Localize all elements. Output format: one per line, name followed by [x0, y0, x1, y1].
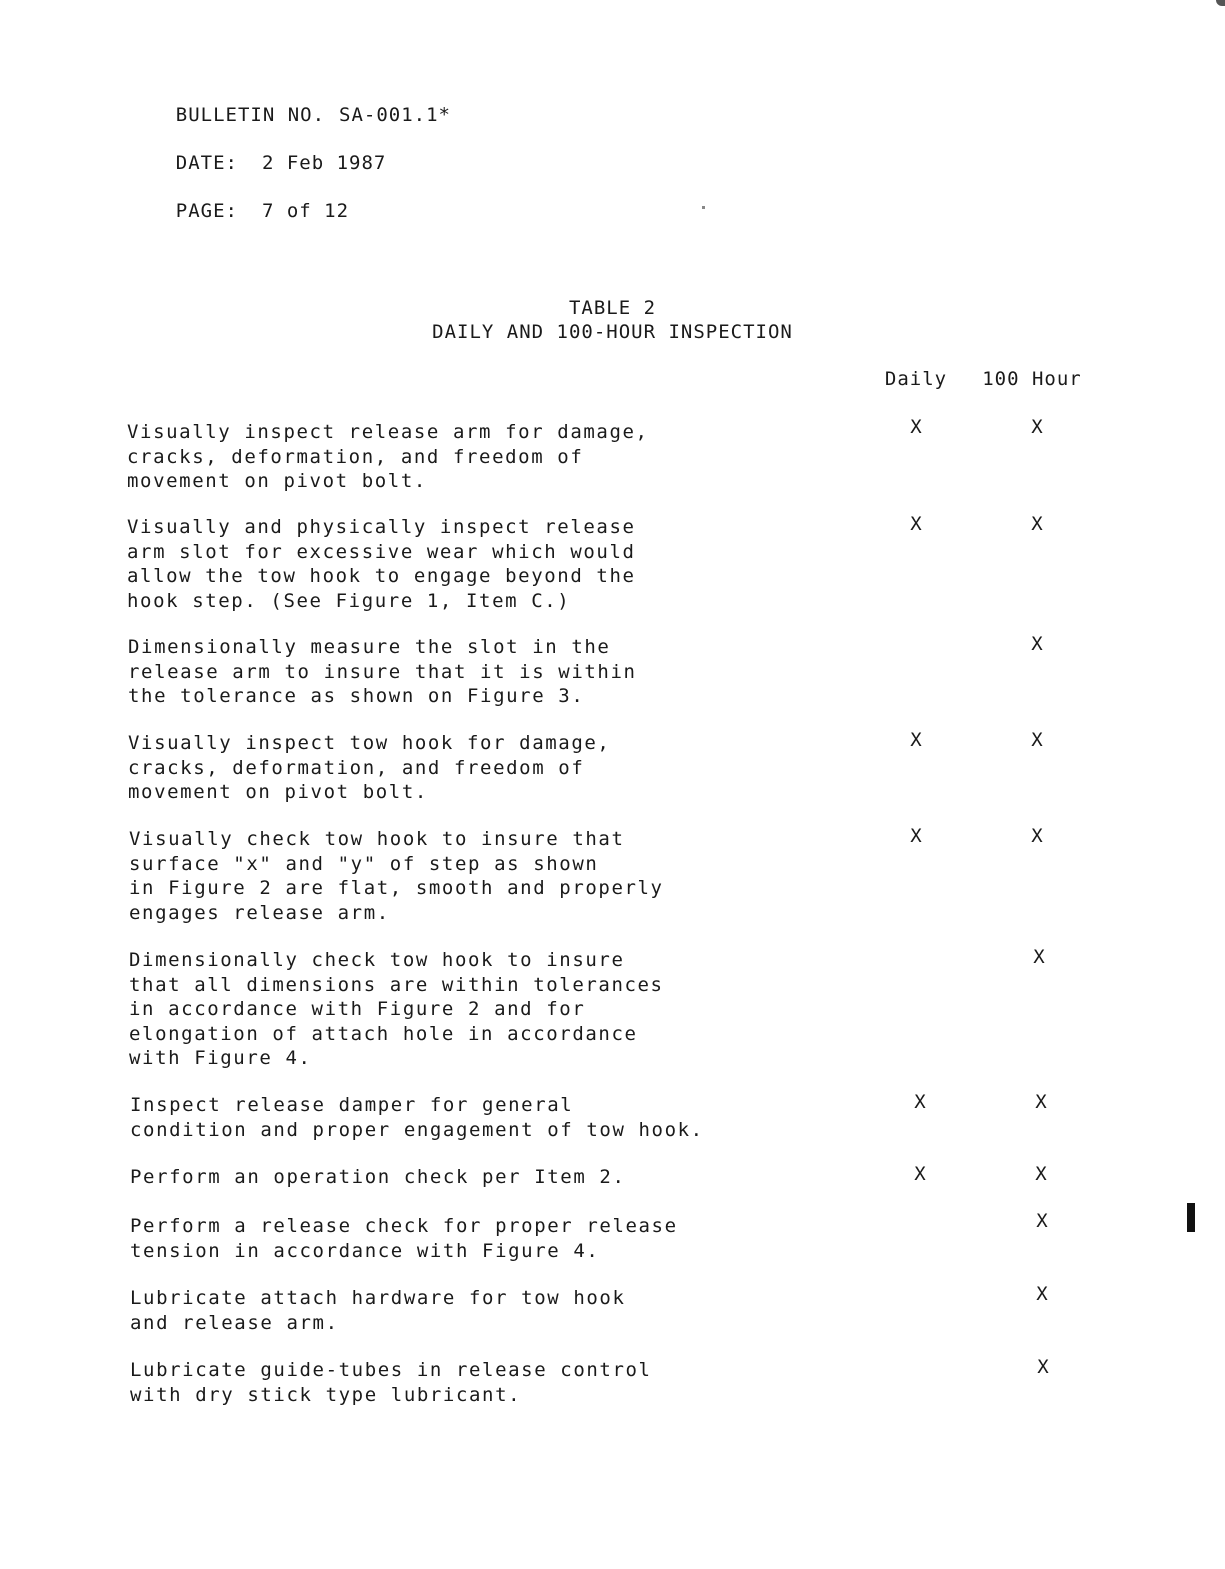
description-line: cracks, deformation, and freedom of: [128, 756, 585, 779]
column-header-daily: Daily: [884, 368, 948, 390]
description-line: hook step. (See Figure 1, Item C.): [127, 589, 571, 612]
description-line: with Figure 4.: [129, 1047, 312, 1069]
description-line: Dimensionally measure the slot in the: [128, 636, 611, 658]
row-description: [129, 827, 664, 925]
description-line: Lubricate attach hardware for tow hook: [130, 1287, 626, 1309]
daily-mark: X: [910, 825, 922, 847]
hundred-hour-mark: X: [1031, 513, 1043, 535]
hundred-hour-mark: X: [1037, 1356, 1049, 1378]
scan-speck: [702, 206, 705, 209]
description-line: Perform a release check for proper release: [130, 1215, 678, 1237]
row-description: [130, 1165, 625, 1190]
description-line: and release arm.: [130, 1311, 339, 1334]
hundred-hour-mark: X: [1036, 1210, 1048, 1232]
row-description: [130, 1214, 678, 1263]
hundred-hour-mark: X: [1031, 729, 1043, 751]
row-description: [128, 635, 637, 709]
description-line: cracks, deformation, and freedom of: [127, 445, 584, 468]
hundred-hour-mark: X: [1031, 633, 1043, 655]
row-description: [130, 1358, 652, 1407]
page-value: 7 of 12: [261, 200, 350, 222]
description-line: allow the tow hook to engage beyond the: [127, 565, 636, 587]
description-line: engages release arm.: [129, 901, 390, 924]
hundred-hour-mark: X: [1031, 416, 1043, 438]
row-description: [130, 1093, 704, 1142]
bulletin-number: SA-001.1*: [339, 104, 451, 126]
description-line: tension in accordance with Figure 4.: [130, 1239, 600, 1262]
bulletin-label: BULLETIN NO.: [175, 104, 326, 126]
row-description: [127, 420, 649, 494]
date-value: 2 Feb 1987: [261, 152, 387, 174]
daily-mark: X: [914, 1163, 926, 1185]
table-title: TABLE 2: [568, 297, 657, 319]
row-description: [128, 731, 610, 805]
scan-corner: [1216, 0, 1225, 6]
column-header-100-hour: 100 Hour: [982, 368, 1082, 390]
hundred-hour-mark: X: [1033, 946, 1045, 968]
hundred-hour-mark: X: [1036, 1283, 1048, 1305]
description-line: Visually inspect tow hook for damage,: [128, 732, 611, 754]
description-line: arm slot for excessive wear which would: [127, 540, 636, 563]
daily-mark: X: [910, 416, 922, 438]
row-description: [130, 1286, 625, 1335]
date-label: DATE:: [175, 152, 238, 174]
description-line: condition and proper engagement of tow hook.: [130, 1118, 704, 1141]
description-line: movement on pivot bolt.: [128, 781, 428, 803]
hundred-hour-mark: X: [1031, 825, 1043, 847]
row-description: [129, 948, 664, 1071]
description-line: the tolerance as shown on Figure 3.: [128, 685, 585, 707]
page-label: PAGE:: [175, 200, 238, 222]
description-line: Inspect release damper for general: [130, 1094, 574, 1116]
description-line: Perform an operation check per Item 2.: [130, 1166, 626, 1188]
description-line: that all dimensions are within tolerances: [129, 973, 664, 996]
daily-mark: X: [910, 729, 922, 751]
description-line: Lubricate guide-tubes in release control: [130, 1359, 652, 1381]
description-line: with dry stick type lubricant.: [130, 1383, 522, 1406]
row-description: [127, 515, 636, 613]
description-line: movement on pivot bolt.: [127, 470, 427, 492]
daily-mark: X: [910, 513, 922, 535]
description-line: in accordance with Figure 2 and for: [129, 998, 586, 1020]
description-line: in Figure 2 are flat, smooth and properly: [129, 877, 664, 899]
description-line: surface "x" and "y" of step as shown: [129, 852, 599, 875]
daily-mark: X: [914, 1091, 926, 1113]
description-line: release arm to insure that it is within: [128, 660, 637, 683]
table-subtitle: DAILY AND 100-HOUR INSPECTION: [432, 321, 793, 343]
page-line: [126, 178, 349, 244]
description-line: Visually and physically inspect release: [127, 516, 636, 538]
scan-mark: [1187, 1203, 1195, 1232]
hundred-hour-mark: X: [1035, 1091, 1047, 1113]
description-line: Visually inspect release arm for damage,: [127, 421, 649, 443]
hundred-hour-mark: X: [1035, 1163, 1047, 1185]
description-line: elongation of attach hole in accordance: [129, 1022, 638, 1045]
description-line: Dimensionally check tow hook to insure: [129, 949, 625, 971]
description-line: Visually check tow hook to insure that: [129, 828, 625, 850]
